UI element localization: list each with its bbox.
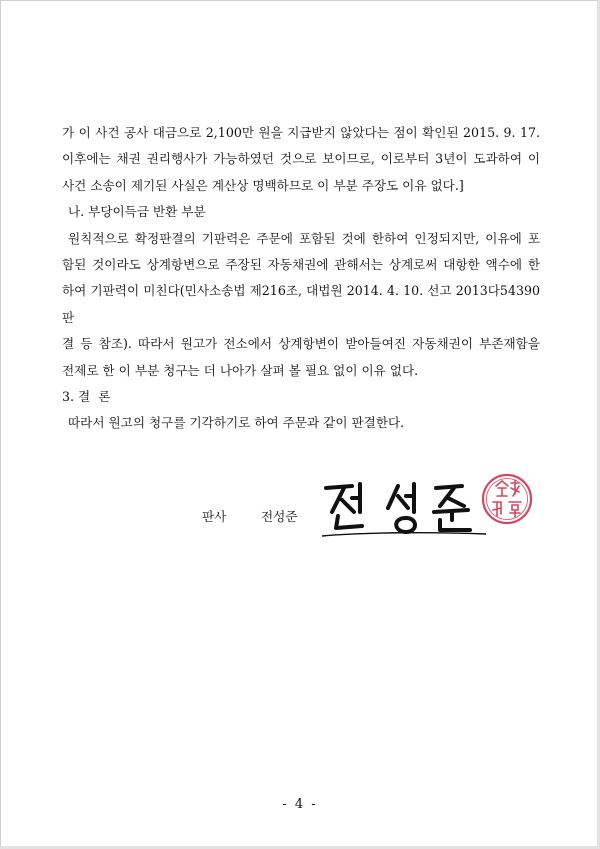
- page-number: - 4 -: [282, 797, 318, 812]
- paragraph-line: 하여 기판력이 미친다(민사소송법 제216조, 대법원 2014. 4. 10. 선고 2013다54390 판: [62, 283, 540, 325]
- paragraph-line: 함된 것이라도 상계항변으로 주장된 자동채권에 관해서는 상계로써 대항한 액수에 한: [62, 257, 540, 273]
- conclusion-paragraph: 따라서 원고의 청구를 기각하기로 하여 주문과 같이 판결한다.: [68, 415, 405, 431]
- section-heading-conclusion: 3. 결 론: [62, 389, 111, 405]
- document-body: [62, 120, 540, 437]
- judge-name: 전성준: [261, 509, 298, 524]
- paragraph-line: 원칙적으로 확정판결의 기판력은 주문에 포함된 것에 한하여 인정되지만, 이유에 포: [68, 230, 540, 246]
- paragraph-line: 사건 소송이 제기된 사실은 계산상 명백하므로 이 부분 주장도 이유 없다.]: [62, 177, 464, 193]
- section-heading-na: 나. 부당이득금 반환 부분: [68, 204, 206, 220]
- paragraph-line: 전제로 한 이 부분 청구는 더 나아가 살펴 볼 필요 없이 이유 없다.: [62, 362, 419, 378]
- paragraph-line: 결 등 참조). 따라서 원고가 전소에서 상계항변이 받아들여진 자동채권이 부존재함을: [62, 336, 540, 352]
- paragraph-line: 이후에는 채권 권리행사가 가능하였던 것으로 보이므로, 이로부터 3년이 도과하여 이: [62, 151, 540, 167]
- judge-title: 판사: [202, 509, 227, 524]
- signature-block: [0, 498, 600, 538]
- paragraph-line: 가 이 사건 공사 대금으로 2,100만 원을 지급받지 않았다는 점이 확인된 2015. 9. 17.: [62, 125, 540, 140]
- handwritten-signature: [318, 478, 488, 538]
- judge-seal-icon: [480, 472, 534, 526]
